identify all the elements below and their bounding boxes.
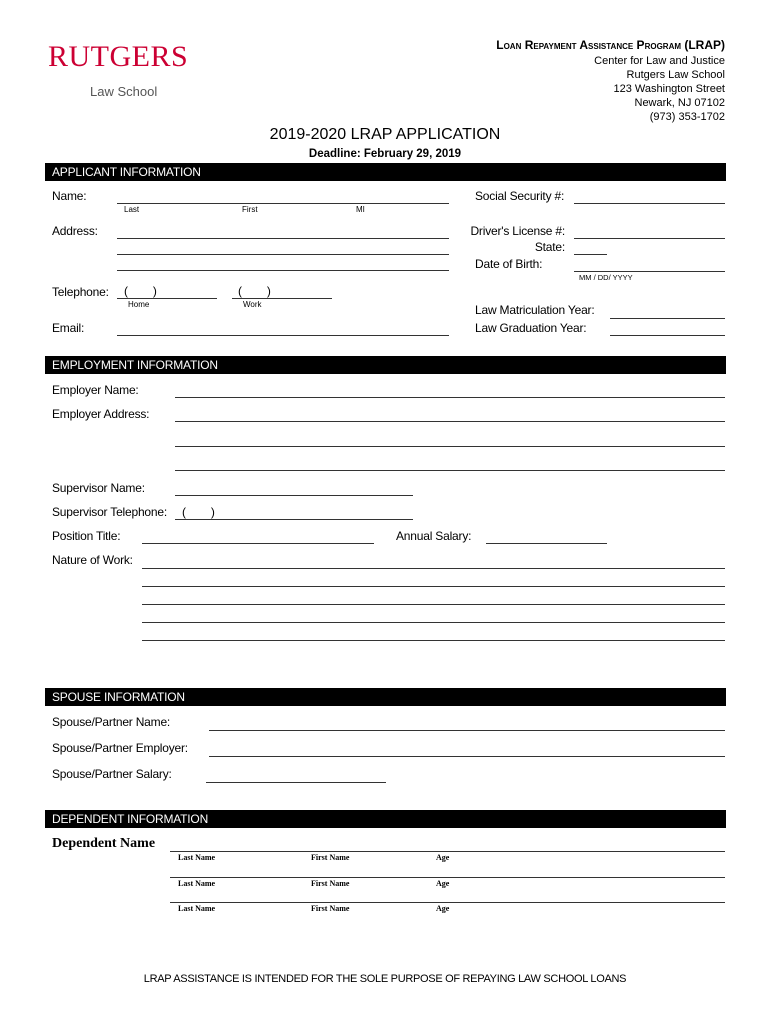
section-spouse-heading: SPOUSE INFORMATION bbox=[45, 688, 726, 706]
position-title-label: Position Title: bbox=[52, 529, 121, 543]
employer-address-label: Employer Address: bbox=[52, 407, 150, 421]
email-label: Email: bbox=[52, 321, 85, 335]
name-field[interactable] bbox=[117, 203, 449, 204]
address-field-3[interactable] bbox=[117, 270, 449, 271]
dependent-last-hint: Last Name bbox=[178, 853, 216, 862]
name-label: Name: bbox=[52, 189, 87, 203]
employer-name-label: Employer Name: bbox=[52, 383, 139, 397]
nature-of-work-field-3[interactable] bbox=[142, 604, 725, 605]
dependent-last-hint: Last Name bbox=[178, 879, 216, 888]
supervisor-telephone-label: Supervisor Telephone: bbox=[52, 505, 167, 519]
page-title: 2019-2020 LRAP APPLICATION bbox=[269, 126, 501, 143]
name-first-hint: First bbox=[242, 205, 258, 214]
ssn-field[interactable] bbox=[574, 203, 725, 204]
work-phone-field[interactable] bbox=[232, 298, 332, 299]
employer-address-field-3[interactable] bbox=[175, 470, 725, 471]
telephone-label: Telephone: bbox=[52, 285, 109, 299]
supervisor-name-label: Supervisor Name: bbox=[52, 481, 145, 495]
license-field[interactable] bbox=[574, 238, 725, 239]
annual-salary-label: Annual Salary: bbox=[396, 529, 472, 543]
supervisor-name-field[interactable] bbox=[175, 495, 413, 496]
dependent-age-hint: Age bbox=[436, 904, 450, 913]
spouse-employer-label: Spouse/Partner Employer: bbox=[52, 741, 188, 755]
name-mi-hint: MI bbox=[356, 205, 365, 214]
address-field-2[interactable] bbox=[117, 254, 449, 255]
org-line: Newark, NJ 07102 bbox=[634, 97, 725, 109]
org-line: Center for Law and Justice bbox=[594, 55, 725, 67]
work-hint: Work bbox=[243, 300, 262, 309]
program-name: Loan Repayment Assistance Program (LRAP) bbox=[496, 38, 725, 52]
spouse-name-field[interactable] bbox=[209, 730, 725, 731]
logo-subtitle: Law School bbox=[90, 84, 158, 99]
section-dependent-heading: DEPENDENT INFORMATION bbox=[45, 810, 726, 828]
dependent-field-2[interactable] bbox=[170, 877, 725, 878]
grad-year-label: Law Graduation Year: bbox=[475, 321, 587, 335]
matric-year-label: Law Matriculation Year: bbox=[475, 303, 595, 317]
work-area-code: ( ) bbox=[238, 284, 271, 298]
nature-of-work-field-1[interactable] bbox=[142, 568, 725, 569]
home-phone-field[interactable] bbox=[117, 298, 217, 299]
home-hint: Home bbox=[128, 300, 150, 309]
ssn-label: Social Security #: bbox=[475, 189, 565, 203]
dependent-age-hint: Age bbox=[436, 879, 450, 888]
grad-year-field[interactable] bbox=[610, 335, 725, 336]
dependent-field-1[interactable] bbox=[170, 851, 725, 852]
email-field[interactable] bbox=[117, 335, 449, 336]
spouse-salary-field[interactable] bbox=[206, 782, 386, 783]
spouse-name-label: Spouse/Partner Name: bbox=[52, 715, 171, 729]
org-line: (973) 353-1702 bbox=[649, 111, 725, 123]
annual-salary-field[interactable] bbox=[486, 543, 607, 544]
state-field[interactable] bbox=[574, 254, 607, 255]
section-employment-heading: EMPLOYMENT INFORMATION bbox=[45, 356, 726, 374]
nature-of-work-label: Nature of Work: bbox=[52, 553, 133, 567]
nature-of-work-field-5[interactable] bbox=[142, 640, 725, 641]
dob-label: Date of Birth: bbox=[475, 257, 543, 271]
dependent-first-hint: First Name bbox=[311, 879, 350, 888]
org-line: 123 Washington Street bbox=[613, 83, 725, 95]
dependent-name-label: Dependent Name bbox=[52, 836, 156, 851]
employer-address-field-2[interactable] bbox=[175, 446, 725, 447]
deadline: Deadline: February 29, 2019 bbox=[308, 148, 462, 160]
dependent-last-hint: Last Name bbox=[178, 904, 216, 913]
org-address bbox=[594, 54, 725, 124]
nature-of-work-field-2[interactable] bbox=[142, 586, 725, 587]
name-last-hint: Last bbox=[124, 205, 140, 214]
employer-address-field-1[interactable] bbox=[175, 421, 725, 422]
supervisor-telephone-field[interactable] bbox=[175, 519, 413, 520]
spouse-employer-field[interactable] bbox=[209, 756, 725, 757]
dob-format-hint: MM / DD/ YYYY bbox=[579, 273, 633, 282]
dependent-field-3[interactable] bbox=[170, 902, 725, 903]
license-label: Driver's License #: bbox=[470, 224, 565, 238]
dependent-first-hint: First Name bbox=[311, 853, 350, 862]
state-label: State: bbox=[534, 240, 565, 254]
section-applicant-heading: APPLICANT INFORMATION bbox=[45, 163, 726, 181]
org-line: Rutgers Law School bbox=[626, 69, 725, 81]
dependent-age-hint: Age bbox=[436, 853, 450, 862]
rutgers-logo: RUTGERS bbox=[48, 40, 189, 73]
nature-of-work-field-4[interactable] bbox=[142, 622, 725, 623]
address-field-1[interactable] bbox=[117, 238, 449, 239]
spouse-salary-label: Spouse/Partner Salary: bbox=[52, 767, 172, 781]
address-label: Address: bbox=[52, 224, 98, 238]
dob-field[interactable] bbox=[574, 271, 725, 272]
supervisor-area-code: ( ) bbox=[182, 505, 215, 519]
employer-name-field[interactable] bbox=[175, 397, 725, 398]
home-area-code: ( ) bbox=[124, 284, 157, 298]
matric-year-field[interactable] bbox=[610, 318, 725, 319]
dependent-first-hint: First Name bbox=[311, 904, 350, 913]
position-title-field[interactable] bbox=[142, 543, 374, 544]
footer-notice: LRAP ASSISTANCE IS INTENDED FOR THE SOLE PURPOSE OF REPAYING LAW SCHOOL LOANS bbox=[143, 973, 627, 985]
